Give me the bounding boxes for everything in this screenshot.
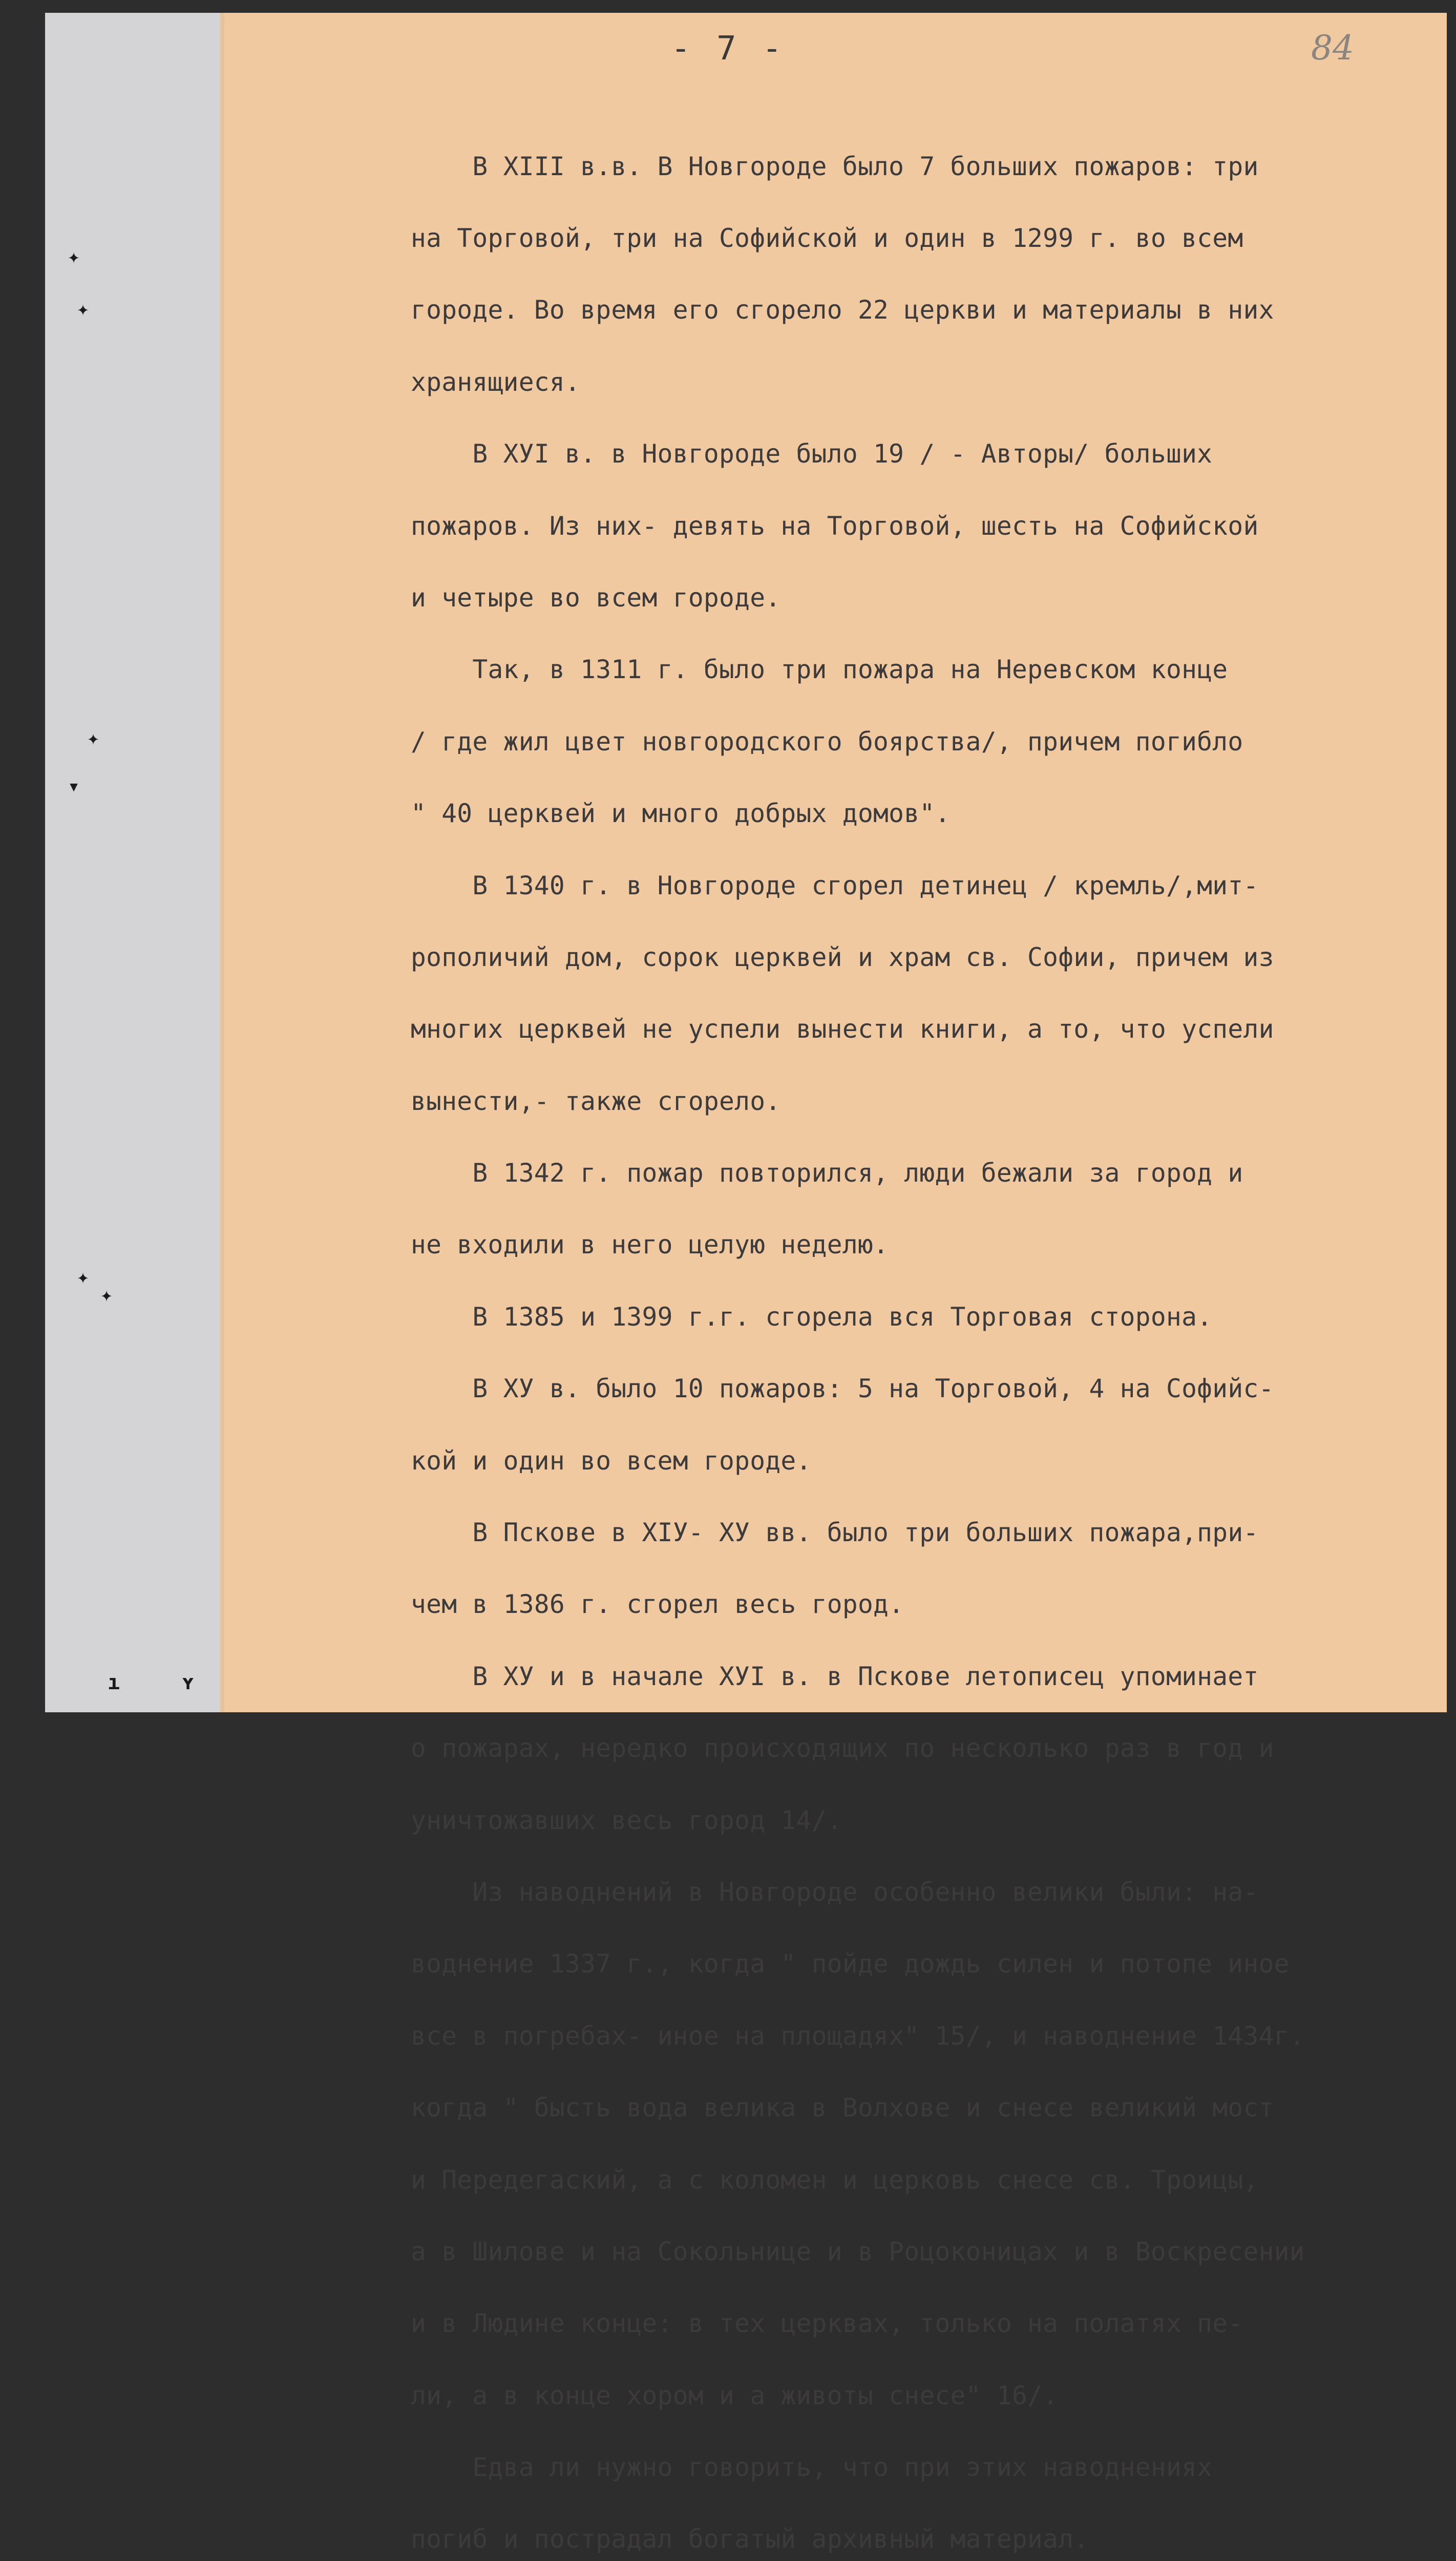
binding-hole-mark: ✦ xyxy=(87,726,100,750)
text-line: пожаров. Из них- девять на Торговой, шесть на Софийской xyxy=(411,511,1259,541)
binding-hole-mark: ▾ xyxy=(68,774,80,798)
binding-hole-mark: ✦ xyxy=(77,297,90,321)
text-line: ли, а в конце хором и а животы снесе" 16/. xyxy=(411,2380,1059,2410)
archive-folio-number: 84 xyxy=(1311,28,1354,68)
text-line: В Пскове в XIУ- XУ вв. было три больших пожара,при- xyxy=(411,1518,1259,1548)
text-line: В 1340 г. в Новгороде сгорел детинец / кремль/,мит- xyxy=(411,870,1259,900)
binding-hole-mark: ✦ xyxy=(100,1283,113,1307)
text-line: и Передегаский, а с коломен и церковь снесе св. Троицы, xyxy=(411,2165,1259,2195)
text-line: о пожарах, нередко происходящих по несколько раз в год и xyxy=(411,1733,1274,1764)
text-line: чем в 1386 г. сгорел весь город. xyxy=(411,1589,904,1620)
text-line: кой и один во всем городе. xyxy=(411,1445,812,1476)
typewritten-body xyxy=(411,107,1425,2561)
text-line: вынести,- также сгорело. xyxy=(411,1086,781,1116)
text-line: хранящиеся. xyxy=(411,367,581,397)
text-line: и в Людине конце: в тех церквах, только на полатях пе- xyxy=(411,2308,1243,2339)
text-line: Из наводнений в Новгороде особенно велики были: на- xyxy=(411,1877,1259,1907)
text-line: погиб и пострадал богатый архивный материал. xyxy=(411,2524,1089,2554)
text-line: Едва ли нужно говорить, что при этих наводнениях xyxy=(411,2452,1213,2483)
binding-hole-mark: ʏ xyxy=(182,1671,195,1694)
text-line: В XУI в. в Новгороде было 19 / - Авторы/ больших xyxy=(411,439,1213,469)
text-line: Так, в 1311 г. было три пожара на Неревском конце xyxy=(411,655,1228,685)
binding-hole-mark: ✦ xyxy=(77,1265,90,1289)
binding-hole-mark: ✦ xyxy=(68,245,80,268)
text-line: В 1385 и 1399 г.г. сгорела вся Торговая сторона. xyxy=(411,1302,1213,1332)
text-line: " 40 церквей и много добрых домов". xyxy=(411,799,951,829)
text-line: не входили в него целую неделю. xyxy=(411,1230,889,1260)
text-line: В XУ в. было 10 пожаров: 5 на Торговой, 4 на Софийс- xyxy=(411,1374,1274,1404)
text-line: В XIII в.в. В Новгороде было 7 больших пожаров: три xyxy=(411,151,1259,181)
text-line: а в Шилове и на Сокольнице и в Роцоконицах и в Воскресении xyxy=(411,2236,1305,2266)
text-line: городе. Во время его сгорело 22 церкви и материалы в них xyxy=(411,295,1274,325)
page-number: - 7 - xyxy=(671,30,785,68)
binding-hole-mark: ı xyxy=(108,1671,120,1694)
text-line: воднение 1337 г., когда " пойде дождь силен и потопе иное xyxy=(411,1949,1290,1979)
text-line: рополичий дом, сорок церквей и храм св. Софии, причем из xyxy=(411,942,1274,972)
text-line: / где жил цвет новгородского боярства/, причем погибло xyxy=(411,726,1243,757)
text-line: В XУ и в начале XУI в. в Пскове летописец упоминает xyxy=(411,1661,1259,1691)
text-line: все в погребах- иное на площадях" 15/, и наводнение 1434г. xyxy=(411,2021,1305,2051)
text-line: когда " бысть вода велика в Волхове и снесе великий мост xyxy=(411,2093,1274,2123)
text-line: многих церквей не успели вынести книги, а то, что успели xyxy=(411,1014,1274,1044)
text-line: и четыре во всем городе. xyxy=(411,582,781,613)
text-line: В 1342 г. пожар повторился, люди бежали за город и xyxy=(411,1158,1243,1188)
text-line: уничтожавших весь город 14/. xyxy=(411,1805,842,1835)
text-line: на Торговой, три на Софийской и один в 1299 г. во всем xyxy=(411,223,1243,253)
